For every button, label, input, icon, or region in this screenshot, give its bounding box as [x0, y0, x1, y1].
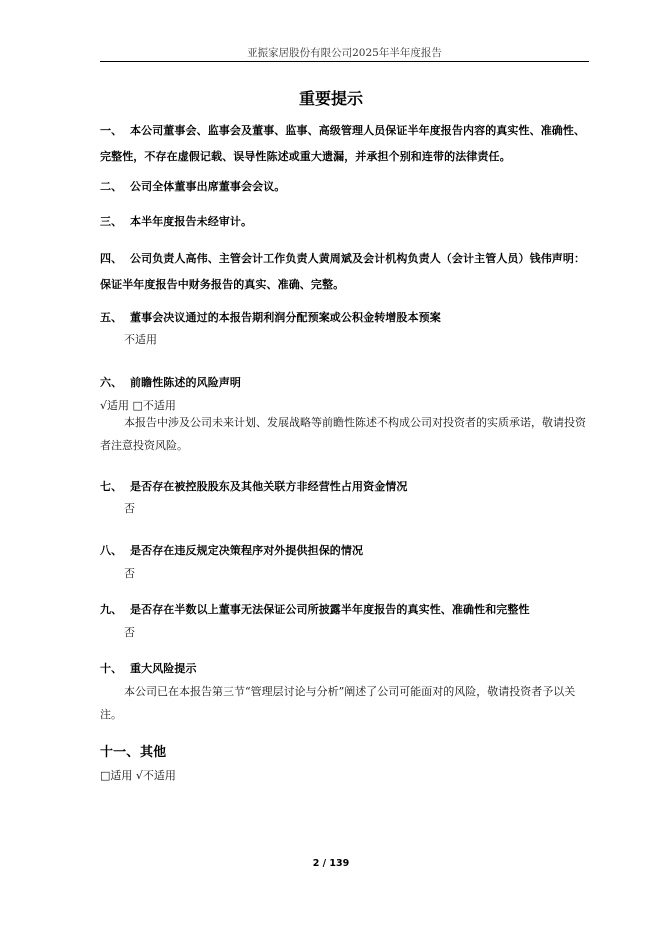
header-divider	[100, 61, 589, 62]
section-11-checkbox-status: □适用 √不适用	[100, 769, 176, 782]
page-number: 2 / 139	[312, 858, 350, 869]
report-header: 亚振家居股份有限公司2025年半年度报告	[247, 47, 442, 59]
section-8	[100, 538, 589, 564]
section-text: 前瞻性陈述的风险声明	[130, 376, 241, 389]
section-4	[100, 246, 589, 298]
section-text: 公司全体董事出席董事会会议。	[130, 180, 286, 193]
section-11	[100, 740, 589, 766]
section-text: 是否存在半数以上董事无法保证公司所披露半年度报告的真实性、准确性和完整性	[130, 603, 530, 616]
section-number: 一、	[100, 124, 123, 137]
section-text: 其他	[140, 745, 167, 760]
section-text: 董事会决议通过的本报告期利润分配预案或公积金转增股本预案	[130, 311, 441, 324]
section-6-answer: 本报告中涉及公司未来计划、发展战略等前瞻性陈述不构成公司对投资者的实质承诺，敬请投资者注意投资风险。	[100, 416, 586, 452]
section-6-checkbox-status: √适用 □不适用	[100, 399, 176, 412]
section-number: 九、	[100, 603, 123, 616]
section-9	[100, 597, 589, 623]
section-number: 十一、	[100, 745, 140, 760]
section-number: 五、	[100, 311, 123, 324]
section-text: 是否存在违反规定决策程序对外提供担保的情况	[130, 544, 364, 557]
section-5-answer: 不适用	[124, 333, 157, 346]
section-text: 公司负责人高伟、主管会计工作负责人黄周斌及会计机构负责人（会计主管人员）钱伟声明：保证半年度报告中财务报告的真实、准确、完整。	[100, 252, 586, 291]
section-number: 二、	[100, 180, 123, 193]
section-text: 重大风险提示	[130, 662, 197, 675]
section-8-answer: 否	[124, 567, 135, 580]
section-3	[100, 209, 589, 235]
section-text: 本公司董事会、监事会及董事、监事、高级管理人员保证半年度报告内容的真实性、准确性、完整性，不存在虚假记载、误导性陈述或重大遗漏，并承担个别和连带的法律责任。	[100, 124, 586, 163]
section-number: 七、	[100, 480, 123, 493]
section-6	[100, 370, 589, 396]
section-7-answer: 否	[124, 502, 135, 515]
section-number: 八、	[100, 544, 123, 557]
section-10	[100, 656, 589, 682]
section-1	[100, 118, 589, 170]
section-2	[100, 174, 589, 200]
section-9-answer: 否	[124, 626, 135, 639]
page-title: 重要提示	[298, 89, 363, 108]
section-number: 三、	[100, 215, 123, 228]
section-10-answer: 本公司已在本报告第三节“管理层讨论与分析”阐述了公司可能面对的风险，敬请投资者予以关注。	[100, 685, 576, 721]
section-text: 本半年度报告未经审计。	[130, 215, 253, 228]
section-number: 十、	[100, 662, 123, 675]
section-text: 是否存在被控股股东及其他关联方非经营性占用资金情况	[130, 480, 408, 493]
section-number: 四、	[100, 252, 123, 265]
section-number: 六、	[100, 376, 123, 389]
